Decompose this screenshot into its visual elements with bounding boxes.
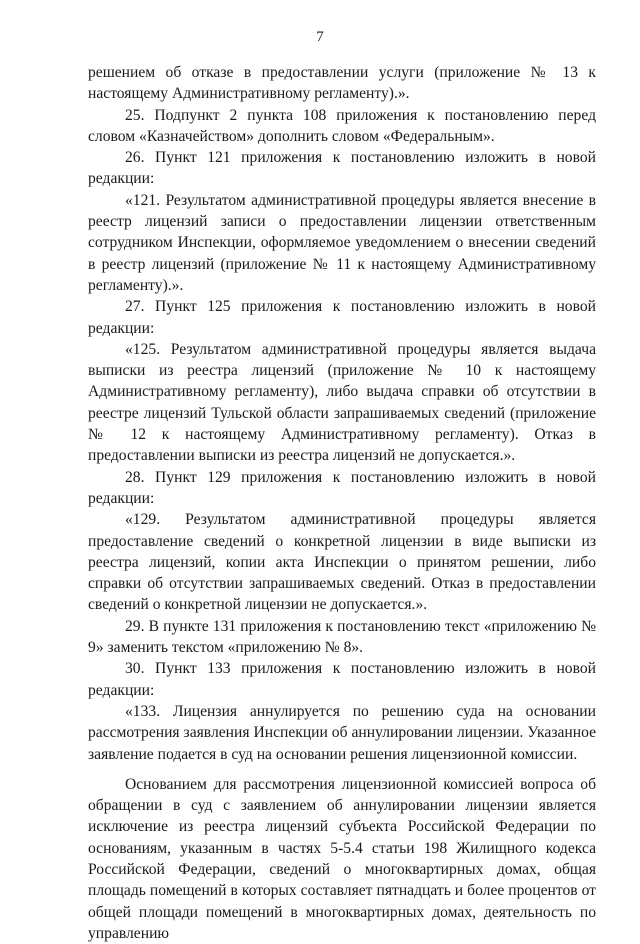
paragraph-grounds: Основанием для рассмотрения лицензионной комиссией вопроса об обращении в суд с заявлением об аннулировании лицензии является исключение из реестра лицензий субъекта Российской Федерации по основаниям, указанным в частях 5-5.4 статьи 198 Жилищного кодекса Российской Федерации, сведений о многоквартирных домах, общая площадь помещений в которых составляет пятнадцать и более процентов от общей площади помещений в многоквартирных домах, деятельность по управлению bbox=[88, 775, 596, 942]
paragraph-item-30: 30. Пункт 133 приложения к постановлению изложить в новой редакции: bbox=[88, 660, 596, 699]
paragraph-quote-133: «133. Лицензия аннулируется по решению суда на основании рассмотрения заявления Инспекции об аннулировании лицензии. Указанное заявление подается в суд на основании решения лицензионной комиссии. bbox=[88, 702, 596, 763]
paragraph-item-27: 27. Пункт 125 приложения к постановлению изложить в новой редакции: bbox=[88, 298, 596, 337]
paragraph-quote-125: «125. Результатом административной процедуры является выдача выписки из реестра лицензий (приложение № 10 к настоящему Административному регламенту), либо выдача справки об отсутствии в реестре лицензий Тульской области запрашиваемых сведений (приложение № 12 к настоящему Административному регламенту). Отказ в предоставлении выписки из реестра лицензий не допускается.». bbox=[88, 340, 596, 465]
paragraph-quote-121: «121. Результатом административной процедуры является внесение в реестр лицензий записи о предоставлении лицензии ответственным сотрудником Инспекции, оформляемое уведомлением о внесении сведений в реестр лицензий (приложение № 11 к настоящему Административному регламенту).». bbox=[88, 191, 596, 294]
paragraph-continuation: решением об отказе в предоставлении услуги (приложение № 13 к настоящему Административному регламенту).». bbox=[88, 64, 596, 103]
paragraph-item-25: 25. Подпункт 2 пункта 108 приложения к постановлению перед словом «Казначейством» дополнить словом «Федеральным». bbox=[88, 106, 596, 145]
paragraph-item-29: 29. В пункте 131 приложения к постановлению текст «приложению № 9» заменить текстом «приложению № 8». bbox=[88, 617, 596, 657]
paragraph-item-28: 28. Пункт 129 приложения к постановлению изложить в новой редакции: bbox=[88, 468, 596, 507]
document-body bbox=[88, 62, 596, 944]
page-number: 7 bbox=[316, 29, 324, 45]
paragraph-quote-129: «129. Результатом административной процедуры является предоставление сведений о конкретной лицензии в виде выписки из реестра лицензий, копии акта Инспекции о принятом решении, либо справки об отсутствии запрашиваемых сведений. Отказ в предоставлении сведений о конкретной лицензии не допускается.». bbox=[88, 511, 596, 614]
paragraph-item-26: 26. Пункт 121 приложения к постановлению изложить в новой редакции: bbox=[88, 149, 596, 188]
